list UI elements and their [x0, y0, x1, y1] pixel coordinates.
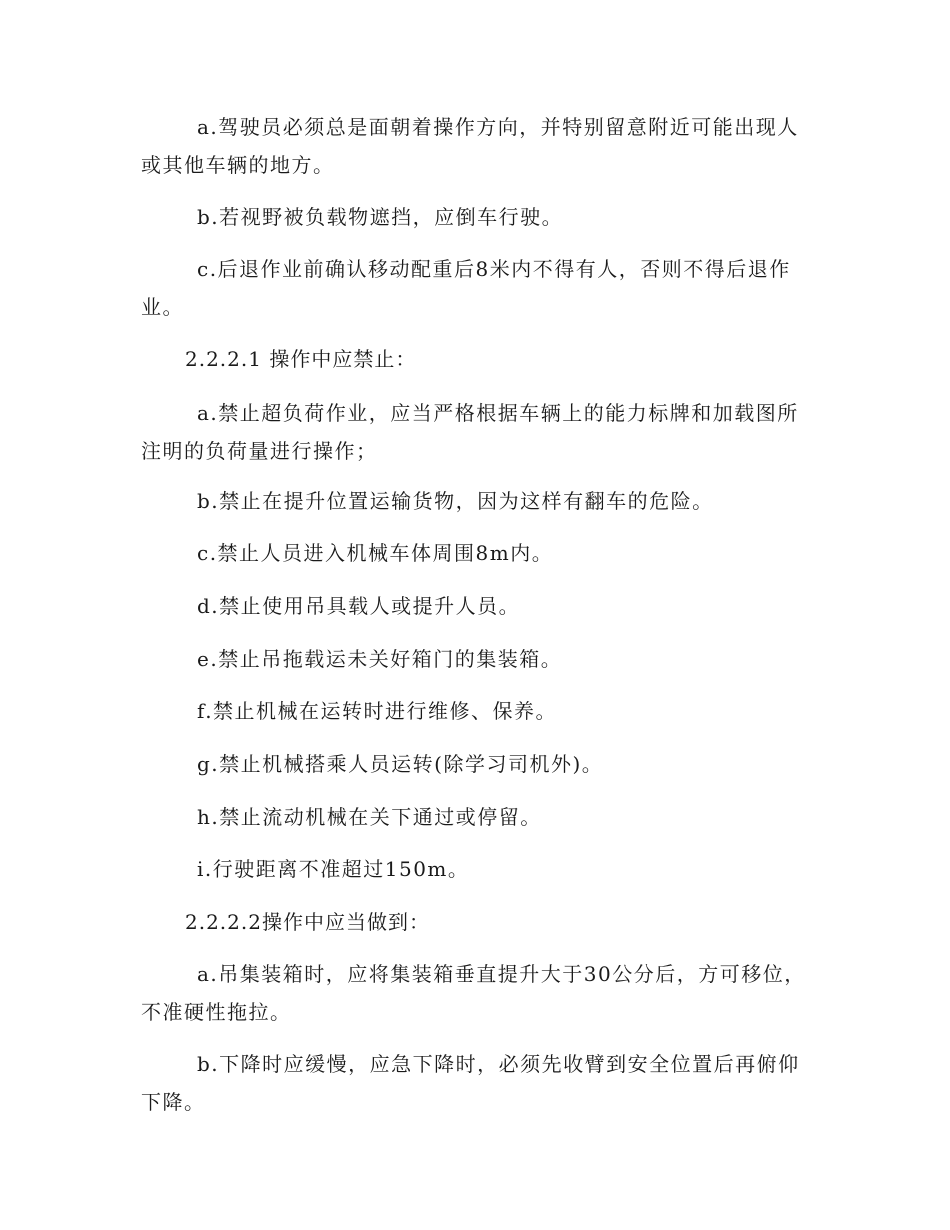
paragraph-no-overload: a.禁止超负荷作业，应当严格根据车辆上的能力标牌和加载图所注明的负荷量进行操作； [141, 401, 799, 463]
paragraph-reverse-check: c.后退作业前确认移动配重后8米内不得有人，否则不得后退作业。 [141, 257, 791, 319]
paragraph-slow-descent: b.下降时应缓慢，应急下降时，必须先收臂到安全位置后再俯仰下降。 [141, 1052, 800, 1114]
paragraph-no-carrying-people: d.禁止使用吊具载人或提升人员。 [197, 594, 521, 618]
paragraph-no-lifted-transport: b.禁止在提升位置运输货物，因为这样有翻车的危险。 [197, 489, 714, 513]
paragraph-reverse-driving: b.若视野被负载物遮挡，应倒车行驶。 [197, 205, 564, 229]
paragraph-distance-limit: i.行驶距离不准超过150m。 [197, 857, 470, 881]
paragraph-no-passengers: g.禁止机械搭乘人员运转(除学习司机外)。 [197, 752, 604, 776]
paragraph-vertical-lift: a.吊集装箱时，应将集装箱垂直提升大于30公分后，方可移位，不准硬性拖拉。 [141, 962, 806, 1024]
section-heading-prohibited: 2.2.2.1 操作中应禁止： [185, 347, 417, 371]
paragraph-driver-facing: a.驾驶员必须总是面朝着操作方向，并特别留意附近可能出现人或其他车辆的地方。 [141, 115, 799, 177]
paragraph-no-personnel-8m: c.禁止人员进入机械车体周围8m内。 [197, 541, 554, 565]
paragraph-no-open-container: e.禁止吊拖载运未关好箱门的集装箱。 [197, 647, 563, 671]
section-heading-required: 2.2.2.2操作中应当做到： [185, 910, 430, 934]
paragraph-no-passing-under: h.禁止流动机械在关下通过或停留。 [197, 805, 542, 829]
paragraph-no-maintenance-running: f.禁止机械在运转时进行维修、保养。 [197, 699, 558, 723]
